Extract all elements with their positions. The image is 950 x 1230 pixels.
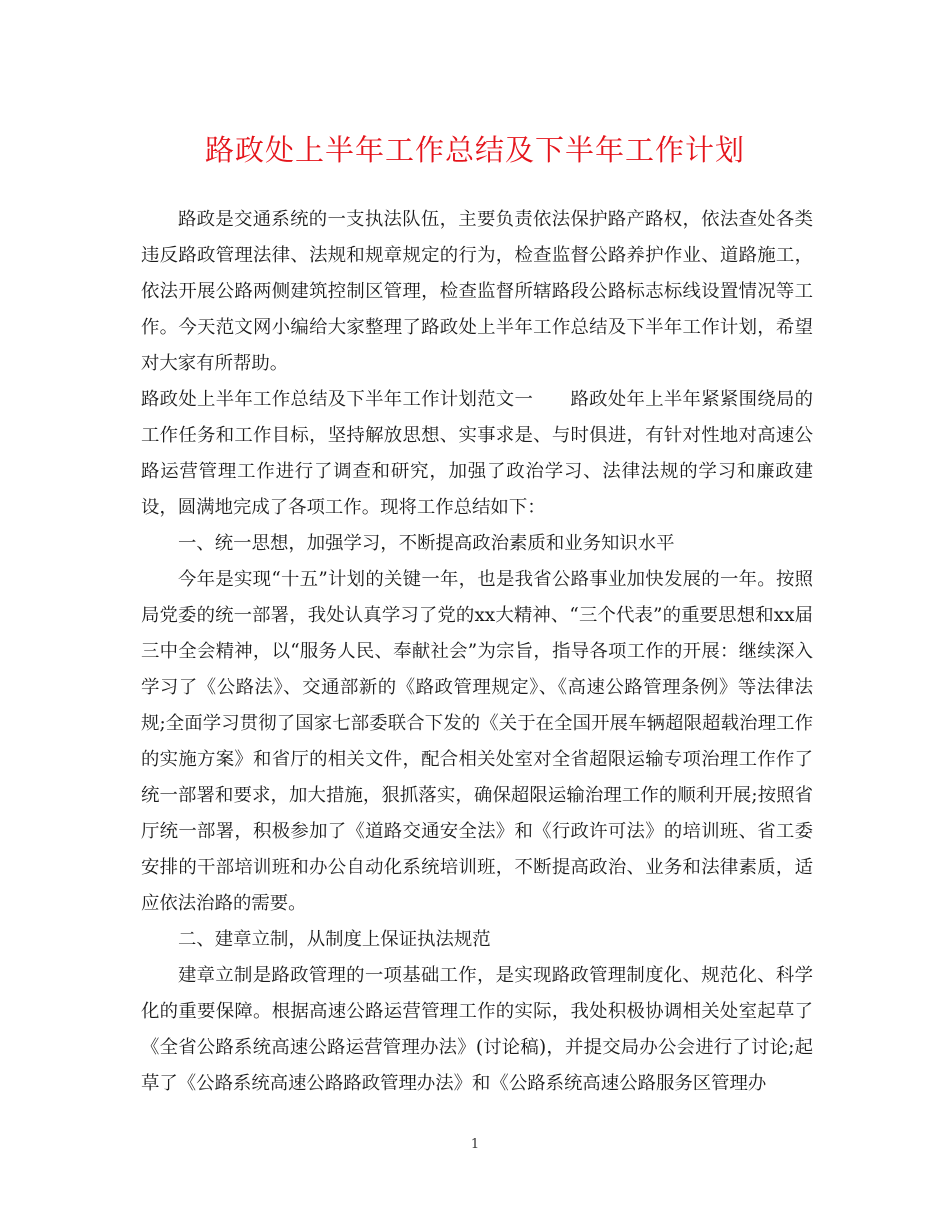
paragraph-study: 今年是实现“十五”计划的关键一年，也是我省公路事业加快发展的一年。按照局党委的统一部署，我处认真学习了党的xx大精神、“三个代表”的重要思想和xx届三中全会精神，以“服务人民、奉献社会”为宗旨，指导各项工作的开展：继续深入学习了《公路法》、交通部新的《路政管理规定》、《高速公路管理条例》等法律法规;全面学习贯彻了国家七部委联合下发的《关于在全国开展车辆超限超载治理工作的实施方案》和省厅的相关文件，配合相关处室对全省超限运输专项治理工作作了统一部署和要求，加大措施，狠抓落实，确保超限运输治理工作的顺利开展;按照省厅统一部署，积极参加了《道路交通安全法》和《行政许可法》的培训班、省工委安排的干部培训班和办公自动化系统培训班，不断提高政治、业务和法律素质，适应依法治路的需要。 xyxy=(141,569,813,914)
paragraph-intro: 路政是交通系统的一支执法队伍，主要负责依法保护路产路权，依法查处各类违反路政管理法律、法规和规章规定的行为，检查监督公路养护作业、道路施工，依法开展公路两侧建筑控制区管理，检查监督所辖路段公路标志标线设置情况等工作。今天范文网小编给大家整理了路政处上半年工作总结及下半年工作计划，希望对大家有所帮助。 xyxy=(141,209,813,374)
section-heading-two: 二、建章立制，从制度上保证执法规范 xyxy=(178,929,491,950)
document-title: 路政处上半年工作总结及下半年工作计划 xyxy=(204,133,745,167)
section-heading-one: 一、统一思想，加强学习，不断提高政治素质和业务知识水平 xyxy=(178,533,675,554)
paragraph-regulations: 建章立制是路政管理的一项基础工作，是实现路政管理制度化、规范化、科学化的重要保障。根据高速公路运营管理工作的实际，我处积极协调相关处室起草了《全省公路系统高速公路运营管理办法》(讨论稿)，并提交局办公会进行了讨论;起草了《公路系统高速公路路政管理办法》和《公路系统高速公路服务区管理办 xyxy=(141,965,813,1094)
paragraph-sample-one: 路政处上半年工作总结及下半年工作计划范文一 路政处年上半年紧紧围绕局的工作任务和工作目标，坚持解放思想、实事求是、与时俱进，有针对性地对高速公路运营管理工作进行了调查和研究，加强了政治学习、法律法规的学习和廉政建设，圆满地完成了各项工作。现将工作总结如下： xyxy=(141,389,813,518)
page-number: 1 xyxy=(470,1137,480,1152)
document-body xyxy=(141,202,813,1102)
